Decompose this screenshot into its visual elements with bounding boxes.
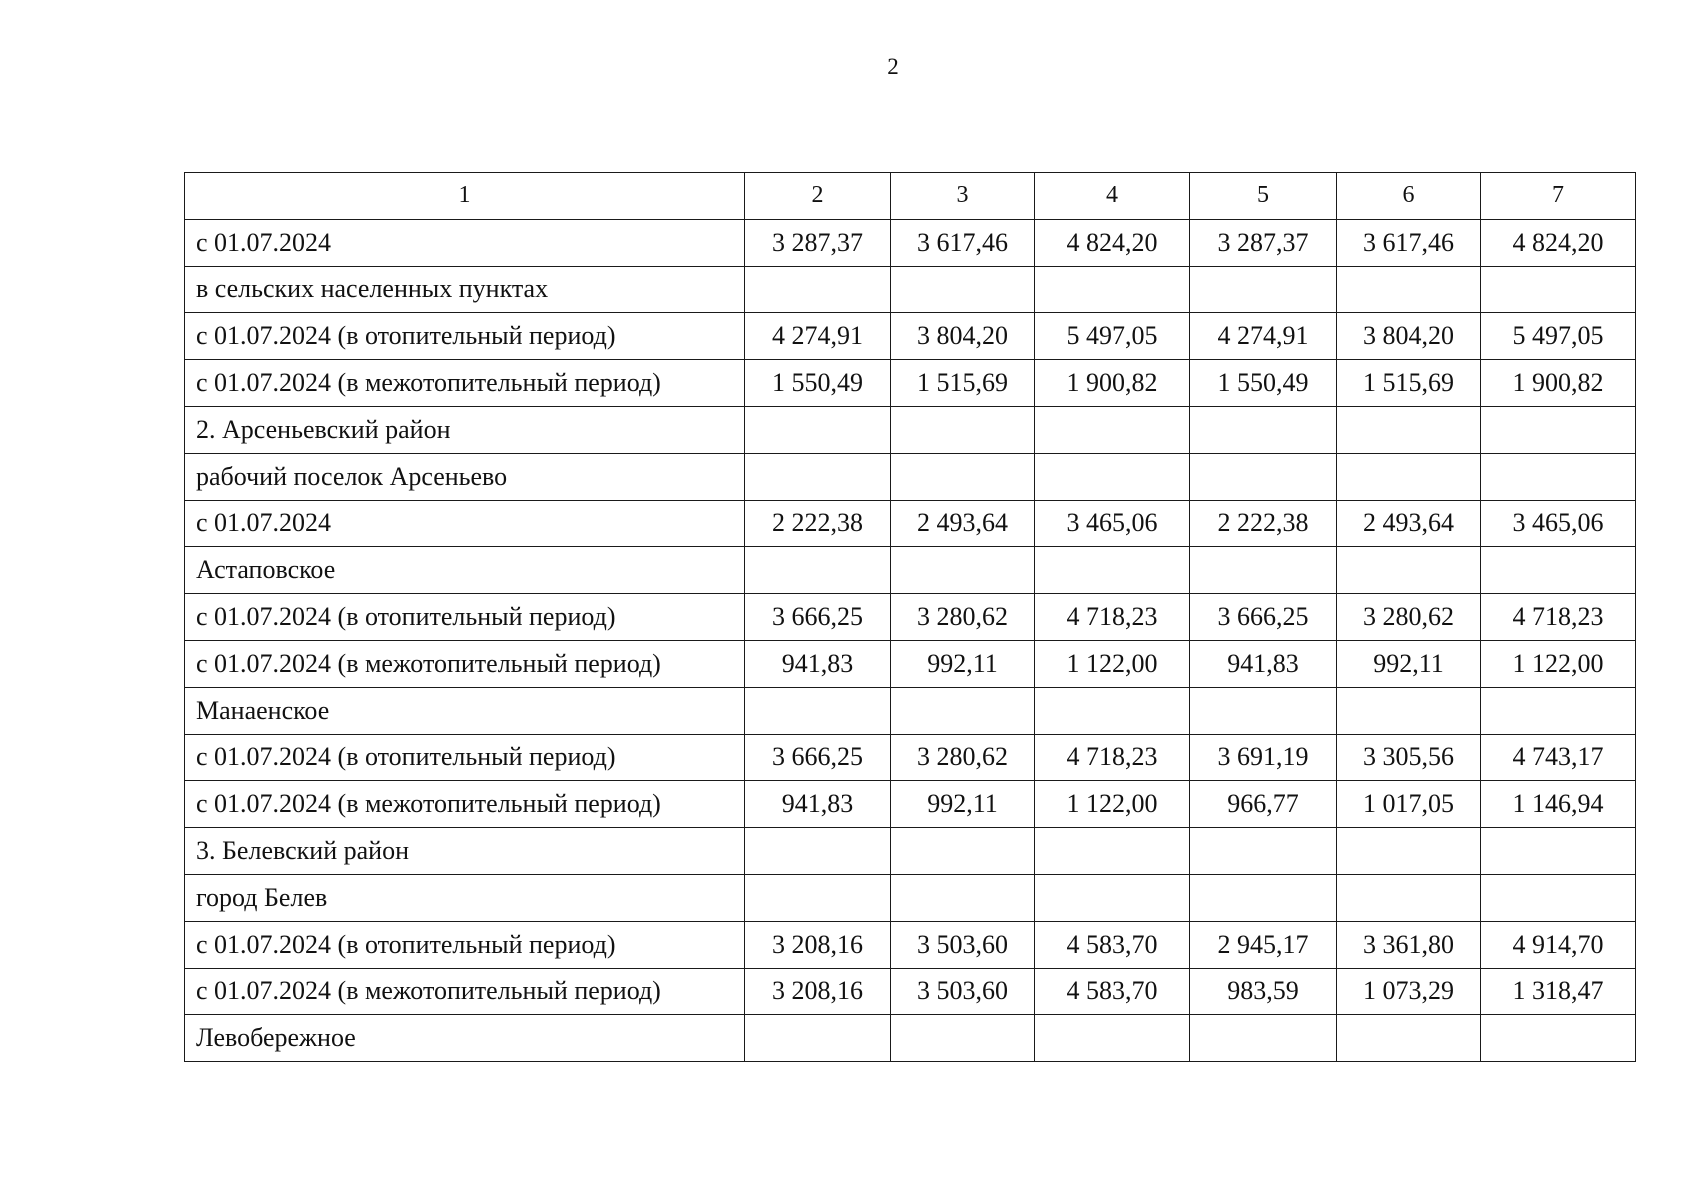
tariff-table [184, 172, 1636, 1062]
column-number-header: 1 [185, 173, 745, 220]
tariff-value-cell [1481, 687, 1636, 734]
tariff-value-cell [1035, 453, 1190, 500]
table-row [185, 687, 1636, 734]
row-label-cell: с 01.07.2024 [185, 219, 745, 266]
row-label-cell: рабочий поселок Арсеньево [185, 453, 745, 500]
column-number-header: 2 [745, 173, 891, 220]
row-label-cell: с 01.07.2024 (в отопительный период) [185, 921, 745, 968]
row-label-cell: Астаповское [185, 547, 745, 594]
tariff-value-cell: 941,83 [1190, 640, 1337, 687]
tariff-value-cell: 3 617,46 [891, 219, 1035, 266]
tariff-value-cell [1190, 828, 1337, 875]
tariff-value-cell: 4 718,23 [1035, 734, 1190, 781]
tariff-value-cell [891, 406, 1035, 453]
tariff-value-cell: 1 318,47 [1481, 968, 1636, 1015]
tariff-value-cell: 3 208,16 [745, 921, 891, 968]
row-label-cell: город Белев [185, 874, 745, 921]
tariff-value-cell [1190, 1015, 1337, 1062]
tariff-value-cell: 2 493,64 [1337, 500, 1481, 547]
tariff-value-cell: 5 497,05 [1035, 313, 1190, 360]
row-label-cell: с 01.07.2024 (в отопительный период) [185, 313, 745, 360]
tariff-value-cell: 1 550,49 [745, 360, 891, 407]
row-label-cell: 2. Арсеньевский район [185, 406, 745, 453]
page-number: 2 [887, 54, 899, 79]
tariff-value-cell: 1 146,94 [1481, 781, 1636, 828]
table-row [185, 500, 1636, 547]
tariff-value-cell: 1 122,00 [1035, 781, 1190, 828]
tariff-value-cell [1190, 687, 1337, 734]
tariff-value-cell [745, 406, 891, 453]
row-label-cell: с 01.07.2024 (в межотопительный период) [185, 781, 745, 828]
table-row [185, 1015, 1636, 1062]
tariff-value-cell [1337, 687, 1481, 734]
table-row [185, 547, 1636, 594]
tariff-value-cell [1190, 266, 1337, 313]
table-row [185, 453, 1636, 500]
tariff-value-cell: 3 804,20 [1337, 313, 1481, 360]
tariff-value-cell: 1 900,82 [1035, 360, 1190, 407]
table-row [185, 406, 1636, 453]
tariff-value-cell: 4 583,70 [1035, 921, 1190, 968]
tariff-value-cell: 966,77 [1190, 781, 1337, 828]
row-label-cell: с 01.07.2024 (в межотопительный период) [185, 640, 745, 687]
column-number-row [185, 173, 1636, 220]
tariff-value-cell: 1 515,69 [891, 360, 1035, 407]
column-number-header: 4 [1035, 173, 1190, 220]
tariff-value-cell: 3 208,16 [745, 968, 891, 1015]
tariff-value-cell [1035, 687, 1190, 734]
row-label-cell: в сельских населенных пунктах [185, 266, 745, 313]
tariff-value-cell: 4 274,91 [1190, 313, 1337, 360]
row-label-cell: с 01.07.2024 (в межотопительный период) [185, 360, 745, 407]
row-label-cell: с 01.07.2024 (в отопительный период) [185, 734, 745, 781]
tariff-value-cell [745, 828, 891, 875]
tariff-value-cell: 2 222,38 [745, 500, 891, 547]
tariff-value-cell: 1 017,05 [1337, 781, 1481, 828]
tariff-value-cell [1035, 828, 1190, 875]
table-row [185, 313, 1636, 360]
table-row [185, 828, 1636, 875]
tariff-value-cell [891, 453, 1035, 500]
tariff-value-cell: 3 503,60 [891, 968, 1035, 1015]
tariff-value-cell: 3 287,37 [1190, 219, 1337, 266]
tariff-value-cell: 1 122,00 [1035, 640, 1190, 687]
row-label-cell: с 01.07.2024 (в межотопительный период) [185, 968, 745, 1015]
tariff-value-cell [1190, 874, 1337, 921]
tariff-value-cell [745, 687, 891, 734]
column-number-header: 5 [1190, 173, 1337, 220]
tariff-value-cell [1337, 453, 1481, 500]
tariff-value-cell: 1 550,49 [1190, 360, 1337, 407]
tariff-value-cell [1190, 453, 1337, 500]
tariff-value-cell [1035, 874, 1190, 921]
tariff-value-cell [1481, 874, 1636, 921]
table-row [185, 219, 1636, 266]
tariff-value-cell: 983,59 [1190, 968, 1337, 1015]
tariff-value-cell: 1 073,29 [1337, 968, 1481, 1015]
table-row [185, 968, 1636, 1015]
tariff-value-cell: 941,83 [745, 640, 891, 687]
tariff-value-cell [891, 828, 1035, 875]
tariff-value-cell: 5 497,05 [1481, 313, 1636, 360]
tariff-value-cell: 1 122,00 [1481, 640, 1636, 687]
tariff-value-cell: 4 824,20 [1481, 219, 1636, 266]
row-label-cell: 3. Белевский район [185, 828, 745, 875]
tariff-value-cell [1481, 828, 1636, 875]
tariff-value-cell: 3 465,06 [1481, 500, 1636, 547]
tariff-value-cell [1190, 547, 1337, 594]
row-label-cell: Манаенское [185, 687, 745, 734]
tariff-value-cell: 3 465,06 [1035, 500, 1190, 547]
tariff-value-cell: 3 305,56 [1337, 734, 1481, 781]
tariff-value-cell: 3 280,62 [891, 594, 1035, 641]
row-label-cell: Левобережное [185, 1015, 745, 1062]
table-row [185, 266, 1636, 313]
table-row [185, 781, 1636, 828]
tariff-value-cell: 3 503,60 [891, 921, 1035, 968]
tariff-value-cell [1337, 874, 1481, 921]
tariff-value-cell: 2 945,17 [1190, 921, 1337, 968]
tariff-value-cell: 3 361,80 [1337, 921, 1481, 968]
tariff-value-cell: 3 280,62 [1337, 594, 1481, 641]
tariff-value-cell [1337, 266, 1481, 313]
tariff-value-cell: 3 691,19 [1190, 734, 1337, 781]
tariff-value-cell [745, 1015, 891, 1062]
tariff-value-cell: 3 666,25 [745, 734, 891, 781]
tariff-value-cell: 992,11 [1337, 640, 1481, 687]
tariff-value-cell: 992,11 [891, 640, 1035, 687]
tariff-value-cell: 4 914,70 [1481, 921, 1636, 968]
tariff-value-cell: 4 583,70 [1035, 968, 1190, 1015]
table-row [185, 874, 1636, 921]
tariff-value-cell: 3 287,37 [745, 219, 891, 266]
column-number-header: 7 [1481, 173, 1636, 220]
tariff-value-cell [1481, 266, 1636, 313]
tariff-value-cell [745, 266, 891, 313]
tariff-value-cell [1481, 453, 1636, 500]
tariff-value-cell: 4 274,91 [745, 313, 891, 360]
table-row [185, 640, 1636, 687]
tariff-value-cell [745, 547, 891, 594]
tariff-value-cell: 3 280,62 [891, 734, 1035, 781]
tariff-value-cell: 3 804,20 [891, 313, 1035, 360]
tariff-value-cell [1337, 1015, 1481, 1062]
tariff-value-cell: 941,83 [745, 781, 891, 828]
table-row [185, 734, 1636, 781]
tariff-value-cell: 4 743,17 [1481, 734, 1636, 781]
tariff-value-cell: 2 493,64 [891, 500, 1035, 547]
tariff-value-cell [1481, 1015, 1636, 1062]
tariff-value-cell: 4 718,23 [1481, 594, 1636, 641]
tariff-value-cell [1035, 406, 1190, 453]
tariff-value-cell [891, 1015, 1035, 1062]
tariff-value-cell [891, 874, 1035, 921]
tariff-table-body [185, 173, 1636, 1062]
tariff-value-cell: 1 900,82 [1481, 360, 1636, 407]
table-row [185, 921, 1636, 968]
tariff-value-cell [1337, 547, 1481, 594]
row-label-cell: с 01.07.2024 (в отопительный период) [185, 594, 745, 641]
table-row [185, 360, 1636, 407]
tariff-value-cell [1035, 1015, 1190, 1062]
tariff-value-cell [1337, 406, 1481, 453]
tariff-value-cell [745, 874, 891, 921]
row-label-cell: с 01.07.2024 [185, 500, 745, 547]
tariff-value-cell: 1 515,69 [1337, 360, 1481, 407]
tariff-value-cell [891, 547, 1035, 594]
tariff-value-cell [1337, 828, 1481, 875]
tariff-value-cell [1481, 547, 1636, 594]
tariff-value-cell [1481, 406, 1636, 453]
tariff-value-cell: 3 617,46 [1337, 219, 1481, 266]
tariff-value-cell [745, 453, 891, 500]
tariff-value-cell [1035, 266, 1190, 313]
tariff-value-cell [1035, 547, 1190, 594]
tariff-value-cell: 2 222,38 [1190, 500, 1337, 547]
column-number-header: 6 [1337, 173, 1481, 220]
tariff-value-cell: 4 718,23 [1035, 594, 1190, 641]
tariff-value-cell [891, 266, 1035, 313]
table-row [185, 594, 1636, 641]
tariff-value-cell [891, 687, 1035, 734]
tariff-value-cell [1190, 406, 1337, 453]
tariff-value-cell: 3 666,25 [745, 594, 891, 641]
tariff-value-cell: 3 666,25 [1190, 594, 1337, 641]
tariff-value-cell: 4 824,20 [1035, 219, 1190, 266]
column-number-header: 3 [891, 173, 1035, 220]
tariff-value-cell: 992,11 [891, 781, 1035, 828]
